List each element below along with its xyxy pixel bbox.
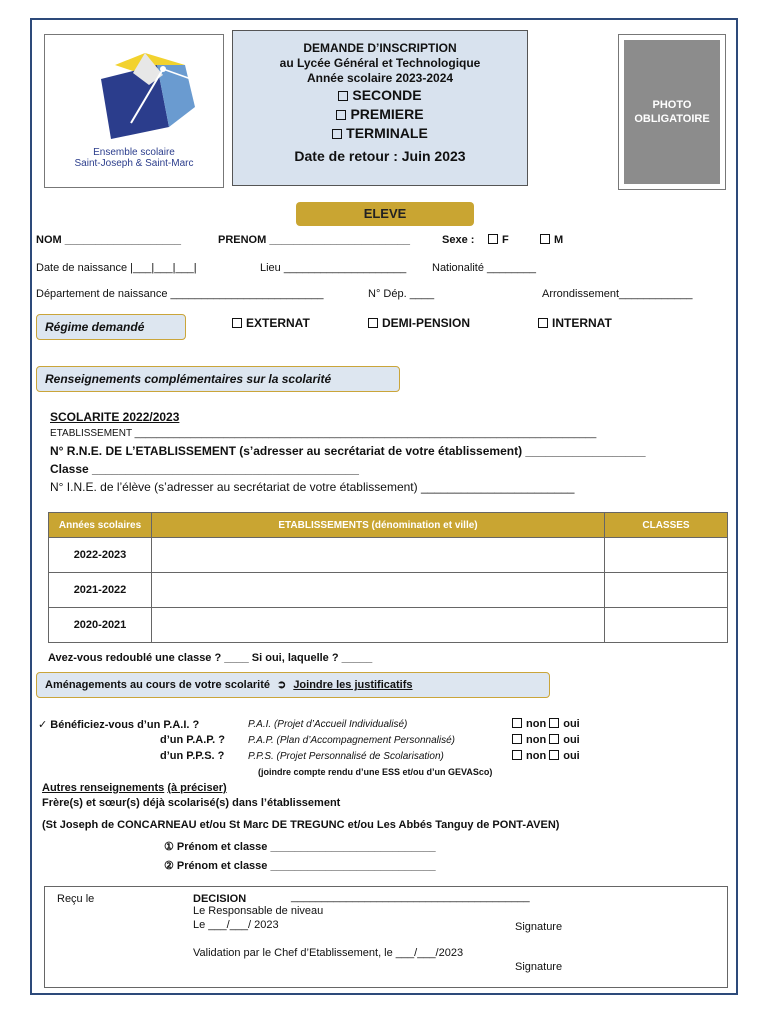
redouble-field[interactable]: Avez-vous redoublé une classe ? ____ Si oui, laquelle ? _____ — [48, 652, 373, 664]
table-header: CLASSES — [605, 513, 728, 538]
checkbox-icon — [549, 718, 559, 728]
checkbox-icon — [549, 734, 559, 744]
scolarite-heading: SCOLARITE 2022/2023 — [50, 410, 180, 424]
table-year-cell: 2020-2021 — [49, 608, 152, 643]
option-premiere[interactable]: PREMIERE — [233, 105, 527, 124]
lieu-field[interactable]: Lieu ____________________ — [260, 262, 407, 274]
prenom-field[interactable]: PRENOM _______________________ — [218, 234, 411, 246]
title-block — [232, 30, 528, 186]
prenom-classe-2[interactable]: ② Prénom et classe ___________________________ — [164, 860, 436, 872]
checkbox-icon — [512, 734, 522, 744]
scolarite-table — [48, 512, 728, 643]
classe-field[interactable]: Classe ________________________________________ — [50, 462, 359, 476]
responsable-label: Le Responsable de niveau — [193, 905, 324, 917]
regime-demi-pension[interactable]: DEMI-PENSION — [368, 316, 470, 330]
num-dep-field[interactable]: N° Dép. ____ — [368, 288, 435, 300]
renseignements-heading: Renseignements complémentaires sur la scolarité — [36, 366, 400, 392]
option-seconde[interactable]: SECONDE — [233, 86, 527, 105]
table-row — [49, 573, 728, 608]
validation-label[interactable]: Validation par le Chef d’Etablissement, le ___/___/2023 — [193, 947, 464, 959]
nom-field[interactable]: NOM ___________________ — [36, 234, 181, 246]
pai-row — [38, 718, 199, 731]
checkbox-icon — [332, 129, 342, 139]
pap-choice[interactable]: non oui — [512, 734, 580, 746]
pps-question: d’un P.P.S. ? — [160, 750, 225, 762]
checkbox-icon — [336, 110, 346, 120]
photo-placeholder: PHOTO OBLIGATOIRE — [624, 40, 720, 184]
sexe-m[interactable]: M — [540, 234, 563, 246]
school-logo — [44, 34, 224, 188]
title-line2: au Lycée Général et Technologique — [279, 56, 481, 70]
sexe-f[interactable]: F — [488, 234, 509, 246]
arrondissement-field[interactable]: Arrondissement____________ — [542, 288, 693, 300]
table-etablissement-cell[interactable] — [152, 573, 605, 608]
pps-desc: P.P.S. (Projet Personnalisé de Scolarisation) — [248, 751, 444, 762]
table-header: Années scolaires — [49, 513, 152, 538]
rne-field[interactable]: N° R.N.E. DE L’ETABLISSEMENT (s’adresser au secrétariat de votre établissement) __________________ — [50, 444, 646, 458]
pai-desc: P.A.I. (Projet d’Accueil Individualisé) — [248, 719, 408, 730]
eleve-heading: ELEVE — [296, 202, 474, 226]
table-etablissement-cell[interactable] — [152, 608, 605, 643]
checkbox-icon — [540, 234, 550, 244]
option-terminale[interactable]: TERMINALE — [233, 124, 527, 143]
signature-2: Signature — [515, 961, 563, 973]
amenagements-heading — [36, 672, 550, 698]
autres-heading — [42, 782, 227, 794]
table-year-cell: 2021-2022 — [49, 573, 152, 608]
form-frame — [30, 18, 738, 995]
nationalite-field[interactable]: Nationalité ________ — [432, 262, 536, 274]
checkbox-icon — [538, 318, 548, 328]
logo-line1: Ensemble scolaire — [93, 147, 175, 158]
signature-1: Signature — [515, 921, 563, 933]
ine-field[interactable]: N° I.N.E. de l’élève (s’adresser au secrétariat de votre établissement) _______________________ — [50, 480, 575, 494]
regime-externat[interactable]: EXTERNAT — [232, 316, 310, 330]
sexe-label: Sexe : — [442, 234, 475, 246]
regime-heading: Régime demandé — [36, 314, 186, 340]
check-icon: ✓ — [38, 719, 48, 731]
checkbox-icon — [232, 318, 242, 328]
checkbox-icon — [368, 318, 378, 328]
logo-icon — [45, 35, 223, 155]
etablissements-label: (St Joseph de CONCARNEAU et/ou St Marc DE TREGUNC et/ou Les Abbés Tanguy de PONT-AVEN) — [42, 819, 560, 831]
table-row — [49, 538, 728, 573]
checkbox-icon — [338, 91, 348, 101]
pai-choice[interactable]: non oui — [512, 718, 580, 730]
table-year-cell: 2022-2023 — [49, 538, 152, 573]
responsable-date[interactable]: Le ___/___/ 2023 — [193, 919, 279, 931]
checkbox-icon — [488, 234, 498, 244]
table-etablissement-cell[interactable] — [152, 538, 605, 573]
justificatifs-link[interactable]: Joindre les justificatifs — [293, 679, 413, 691]
ess-note: (joindre compte rendu d’une ESS et/ou d’un GEVASco) — [258, 767, 493, 777]
amenagements-title: Aménagements au cours de votre scolarité — [45, 679, 270, 691]
etablissement-field[interactable]: ETABLISSEMENT ___________________________________________________________________________________ — [50, 428, 597, 439]
table-classe-cell[interactable] — [605, 538, 728, 573]
naissance-field[interactable]: Date de naissance |___|___|___| — [36, 262, 197, 274]
title-line1: DEMANDE D’INSCRIPTION — [303, 41, 457, 55]
pap-desc: P.A.P. (Plan d’Accompagnement Personnalisé) — [248, 735, 455, 746]
checkbox-icon — [512, 718, 522, 728]
decision-title: DECISION — [193, 893, 247, 905]
decision-line[interactable]: _______________________________________ — [291, 891, 530, 903]
table-classe-cell[interactable] — [605, 608, 728, 643]
autres-title2: (à préciser) — [167, 782, 227, 794]
photo-box — [618, 34, 726, 190]
departement-field[interactable]: Département de naissance _________________________ — [36, 288, 324, 300]
checkbox-icon — [549, 750, 559, 760]
table-header-row — [49, 513, 728, 538]
fratrie-label: Frère(s) et sœur(s) déjà scolarisé(s) dans l’établissement — [42, 797, 341, 809]
pap-question: d’un P.A.P. ? — [160, 734, 225, 746]
decision-box — [44, 886, 728, 988]
logo-line2: Saint-Joseph & Saint-Marc — [74, 158, 194, 169]
pps-choice[interactable]: non oui — [512, 750, 580, 762]
table-row — [49, 608, 728, 643]
title-line3: Année scolaire 2023-2024 — [306, 71, 454, 85]
pai-question: Bénéficiez-vous d’un P.A.I. ? — [50, 719, 200, 731]
prenom-classe-1[interactable]: ① Prénom et classe ___________________________ — [164, 841, 436, 853]
arrow-icon: ➲ — [277, 679, 287, 691]
checkbox-icon — [512, 750, 522, 760]
table-classe-cell[interactable] — [605, 573, 728, 608]
regime-internat[interactable]: INTERNAT — [538, 316, 612, 330]
table-header: ETABLISSEMENTS (dénomination et ville) — [152, 513, 605, 538]
recu-label: Reçu le — [57, 893, 95, 905]
autres-title: Autres renseignements — [42, 782, 165, 794]
return-date: Date de retour : Juin 2023 — [294, 148, 466, 164]
